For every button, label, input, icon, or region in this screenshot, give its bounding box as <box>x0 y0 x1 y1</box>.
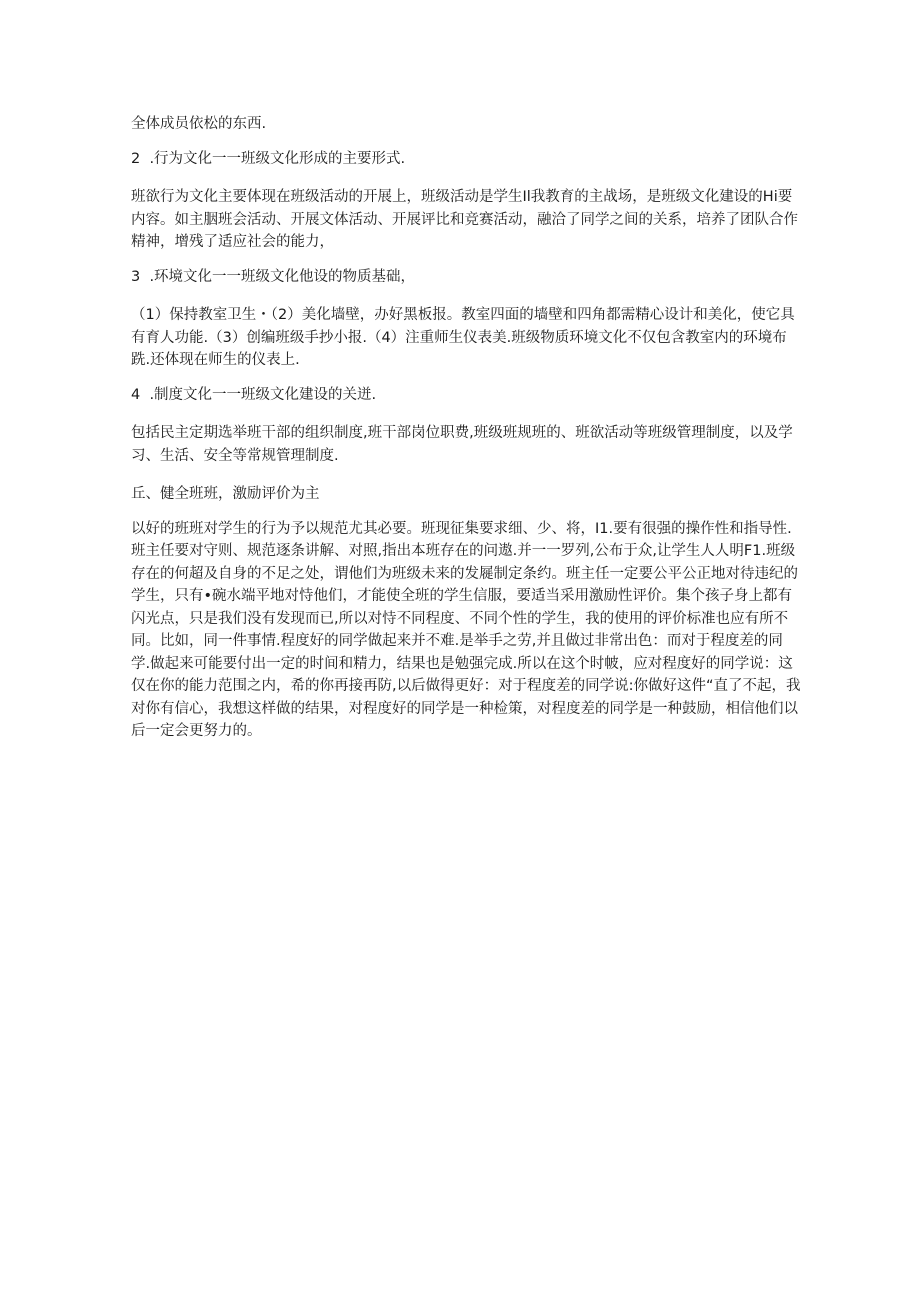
section-heading: 4 .制度文化一一班级文化建设的关迸. <box>131 386 377 403</box>
paragraph-text: 全体成员依松的东西. <box>131 116 267 132</box>
document-body <box>131 113 801 743</box>
paragraph-text: 以好的班班对学生的行为予以规范尤其必要。班现征集要求细、少、将，I1.要有很强的操作性和指导性.班主任要对守则、规范逐条讲解、对照,指出本班存在的问遨.并一一罗列,公布于众,让学生人人明F1.班级存在的何超及自身的不足之处，谓他们为班级未来的发屣制定条约。班主任一定要公平公正地对待违纪的学生，只有•碗水端平地对恃他们，才能使全班的学生信服，要适当采用激励性评价。集个孩子身上都有闪光点，只是我们没有发现而已,所以对恃不同程度、不同个性的学生，我的使用的评价标准也应有所不同。比如，同一件事情.程度好的同学做起来并不难.是举手之劳,并且做过非常出色：而对于程度差的同学.做起来可能要付出一定的时间和精力，结果也是勉强完成.所以在这个时帔，应对程度好的同学说：这仅在你的能力范围之内，希的你再接再防,以后做得更好：对于程度差的同学说:你做好这件“直了不起，我对你有信心，我想这样做的结果，对程度好的同学是一种检策，对程度差的同学是一种鼓励，相信他们以后一定会更努力的。 <box>131 520 801 739</box>
section-heading: 丘、健全班班，激励评价为主 <box>131 486 320 502</box>
paragraph-text: 包括民主定期选举班干部的组织制度,班干部岗位职费,班级班规班的、班欲活动等班级管理制度，以及学习、生活、安全等常规管理制度. <box>131 425 793 464</box>
section-heading: 2 .行为文化一一班级文化形成的主要形式. <box>131 150 406 167</box>
section-heading: 3 .环境文化一一班级文化他设的物质基础， <box>131 268 416 285</box>
paragraph-text: 班欲行为文化主要体现在班级活动的开展上，班级活动是学生Il我教育的主战场，是班级文化建设的Hi要内容。如主胭班会活动、开展文体活动、开展评比和竞赛活动，融洽了同学之间的关系，培养了团队合作精神，增残了适应社会的能力， <box>131 189 798 250</box>
paragraph-text: （1）保持教室卫生・（2）美化墙壁，办好黑板报。教室四面的墙壁和四角都需精心设计和美化，使它具有育人功能.（3）创编班级手抄小报.（4）注重师生仪表美.班级物质环境文化不仅包含教室内的环境布跣.还体现在师生的仪表上. <box>131 307 795 368</box>
